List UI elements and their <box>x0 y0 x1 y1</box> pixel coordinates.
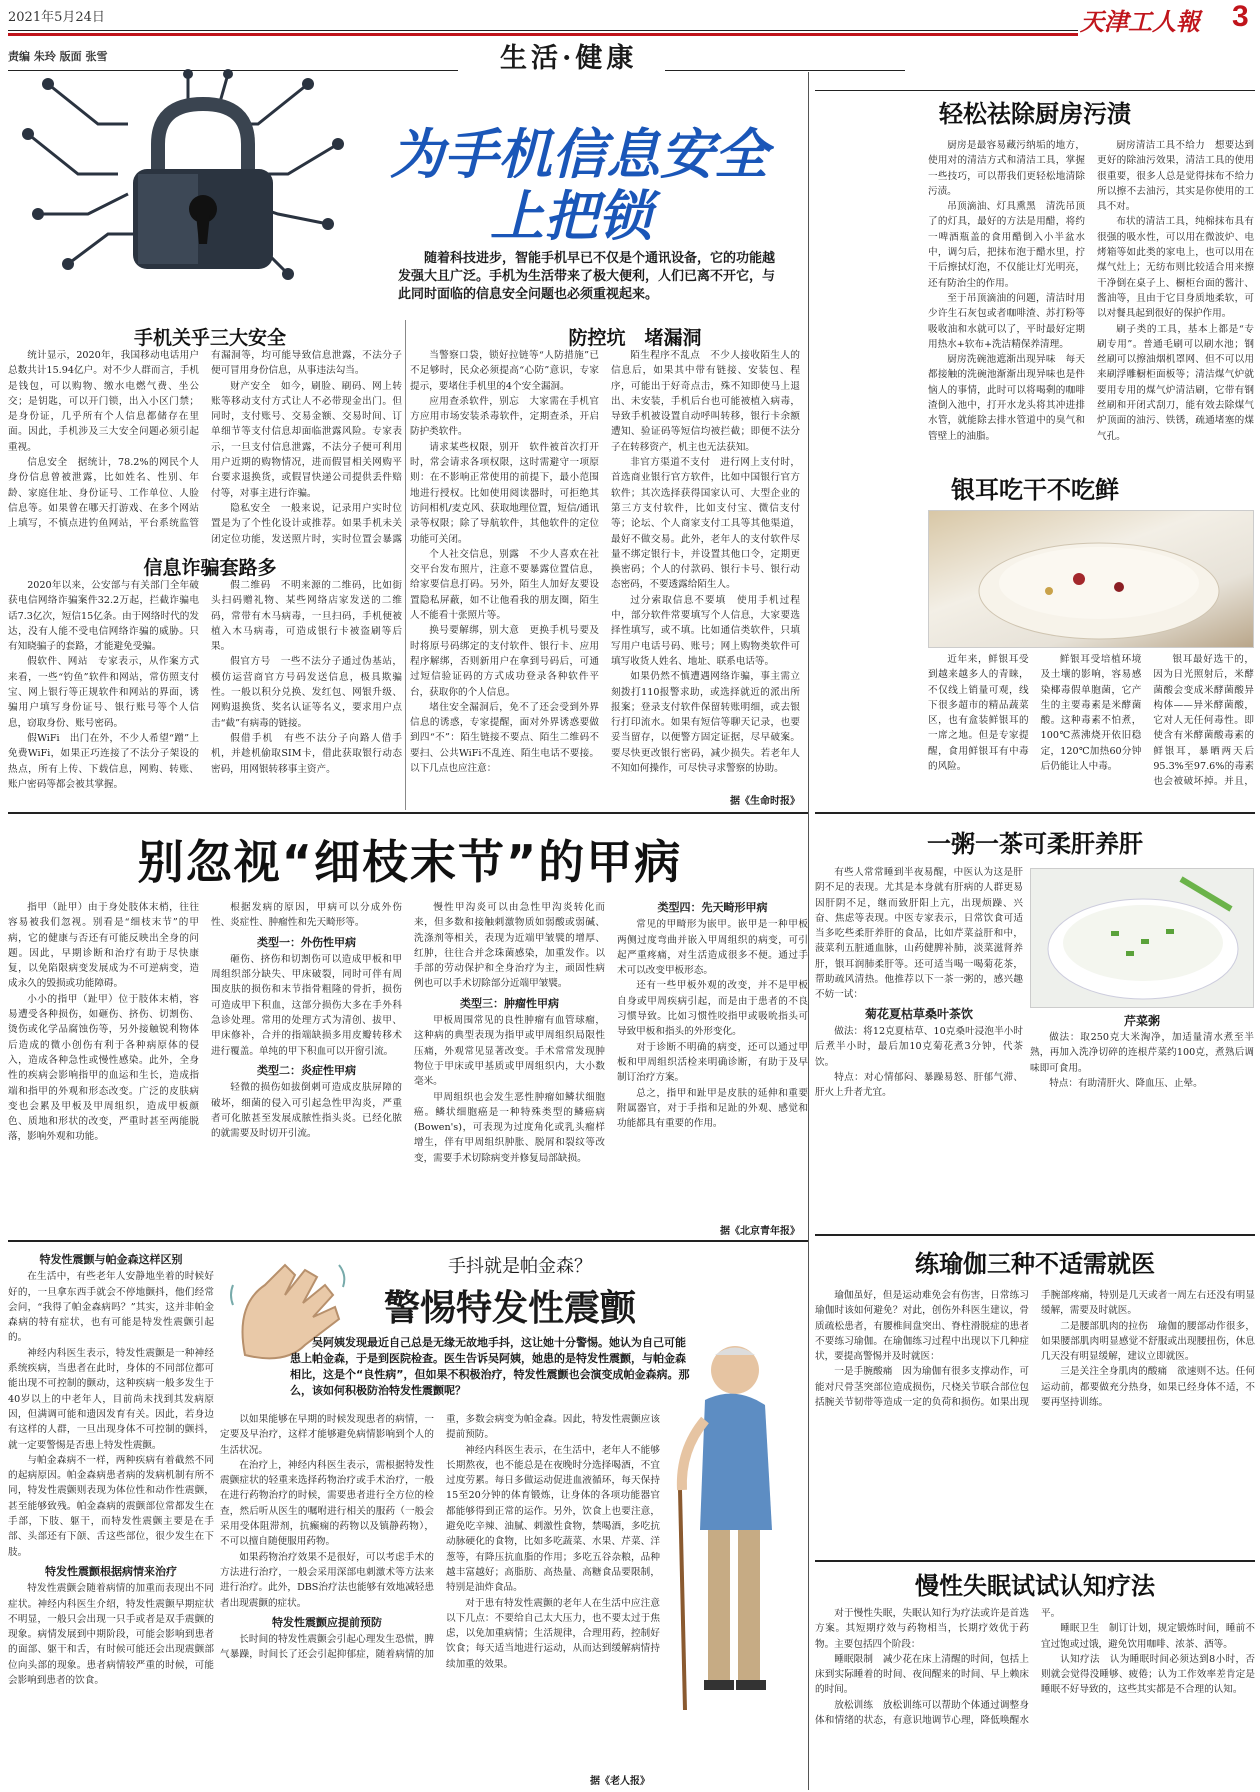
section-rule-right <box>665 70 905 71</box>
nail-source: 据《北京青年报》 <box>720 1226 800 1237</box>
header-date: 2021年5月24日 <box>8 10 105 25</box>
kitchen-rule <box>815 90 1255 91</box>
liver-rule <box>815 812 1255 814</box>
tremella-body: 近年来，鲜银耳受到越来越多人的青睐，不仅线上销量可观，线下很多超市的精品蔬菜区，也有盒装鲜银耳的一席之地。但是专家提醒，食用鲜银耳有中毒的风险。 鲜银耳受培植环境及土壤的影响，容易感染椰毒假单胞菌，它产生的主要毒素是米酵菌酸。这种毒素不怕煮，100℃蒸沸烧开依旧稳定，120℃加热60分钟后仍能让人中毒。 银耳最好选干的，因为日光照射后，米酵菌酸会变成米酵菌酸异构体——异米酵菌酸，它对人无任何毒性。即使含有米酵菌酸毒素的鲜银耳，暴晒两天后95.3%至97.6%的毒素也会被破坏掉。并且， <box>928 654 1254 788</box>
phone-section-b: 2020年以来，公安部与有关部门全年破获电信网络诈骗案件32.2万起，拦截诈骗电话7.3亿次，短信15亿条。由于网络时代的发达，没有人能不受电信网络诈骗的威胁。只有知晓骗子的套路，才能避免受骗。 假软件、网站 专家表示，从作案方式来看，一些“钓鱼”软件和网站，常仿照支付宝、网上银行等正规软件和网站的界面，诱骗用户填写身份证号、银行账号等个人信息，窃取身份、账号密码。 假WiFi 出门在外，不少人希望“蹭”上免费WiFi，如果正巧连接了不法分子架设的热点，所有上传、下载信息，网购、转账、账户密码等都会被其掌握。 假二维码 不明来源的二维码，比如街头扫码赠礼物、某些网络店家发送的二维码，常带有木马病毒，一旦扫码，手机便被植入木马病毒，可造成银行卡被盗刷等后果。 假官方号 一些不法分子通过伪基站，模仿运营商官方号码发送信息，极具欺骗性。一般以积分兑换、发红包、网银升级、网购退换货、奖名认证等名义，要求用户点击“截”有病毒的链接。 假借手机 有些不法分子向路人借手机，并趁机偷取SIM卡，借此获取银行动态密码，用网银转移事主资产。 <box>8 580 402 790</box>
yoga-body: 瑜伽虽好，但是运动难免会有伤害，日常练习瑜伽时该如何避免？对此，创伤外科医生建议，骨质疏松患者，有腰椎间盘突出、脊柱滑脱症的患者不要练习瑜伽。在瑜伽练习过程中出现以下几种症状，要提高警惕并及时就医： 一是手腕酸痛 因为瑜伽有很多支撑动作，可能对尺骨茎突部位造成损伤，尺桡关节联合部位包括腕关节韧带等造成一定的负荷和损伤。如果出现手腕部疼痛，特别是几天或者一周左右还没有明显缓解，需要及时就医。 二是腰部肌肉的拉伤 瑜伽的腰部动作很多，如果腰部肌肉明显感觉不舒服或出现腰扭伤，休息几天没有明显缓解，建议立即就医。 三是关注全身肌肉的酸痛 欲速则不达。任何运动前，都要做充分热身，如果已经身体不适，不要再坚持训练。 <box>815 1290 1255 1409</box>
liver-title: 一粥一茶可柔肝养肝 <box>927 830 1143 858</box>
tremor-kicker: 手抖就是帕金森？ <box>448 1256 592 1277</box>
phone-title-line2: 上把锁 <box>490 185 652 248</box>
column-divider <box>808 72 809 1790</box>
tremor-intro: 吴阿姨发现最近自己总是无缘无故地手抖，这让她十分警惕。她认为自己可能患上帕金森，于是到医院检查。医生告诉吴阿姨，她患的是特发性震颤，与帕金森相比，这是个“良性病”，但如果不积极治疗，特发性震颤也会演变成帕金森病。那么，该如何积极防治特发性震颤呢？ <box>290 1336 690 1397</box>
kitchen-body: 厨房是最容易藏污纳垢的地方，使用对的清洁方式和清洁工具，掌握一些技巧，可以帮我们更轻松地清除污渍。 吊顶滴油、灯具熏黑 清洗吊顶了的灯具，最好的方法是用醋，将约一啤酒瓶盖的食用醋倒入小半盆水中，调匀后，把抹布泡于醋水里，拧干后擦拭灯泡，不仅能让灯光明亮，还有防治尘的作用。 至于吊顶滴油的问题，清洁时用少许生石灰包或者咖啡渣、苏打粉等吸收油和水就可以了，平时最好定期用热水+软布+洗洁精保养清理。 厨房洗碗池遮渐出现异味 每天都接触的洗碗池渐渐出现异味也是件恼人的事情，此时可以将喝剩的咖啡渣倒入池中，打开水龙头将其冲进排水管，就能除去排水管道中的臭气和管壁上的油脂。 厨房清洁工具不给力 想要达到更好的除油污效果，清洁工具的使用很重要，很多人总是觉得抹布不给力所以擦不去油污，其实是你使用的工具不对。 布状的清洁工具，纯棉抹布具有很强的吸水性，可以用在微波炉、电烤箱等如此类的家电上，也可以用在煤气灶上；无纺布则比较适合用来擦干净倒在桌子上、橱柜台面的酱汁、酱油等，且由于它目身质地柔软，可以对餐具起到很好的保护作用。 刷子类的工具，基本上都是“专刷专用”。普通毛刷可以刷水池；钢丝刷可以擦油烟机罩网、但不可以用来刷浮雕橱柜面板等；清洁煤气炉就要用专用的煤气炉清洁刷，它带有钢丝刷和开闭式刮刀，能有效去除煤气炉顶面的油污、铁锈，疏通堵塞的煤气孔。 <box>928 140 1254 442</box>
low-rule <box>8 1240 808 1242</box>
insomnia-title: 慢性失眠试试认知疗法 <box>915 1572 1155 1600</box>
section-title: 生活·健康 <box>500 43 638 74</box>
phone-section-c: 当警察口袋，锁好拉链等“人防措施”已不足够时，民众必须提高“心防”意识，专家提示，要堵住手机里的4个安全漏洞。 应用查杀软件，别忘 大家需在手机官方应用市场安装杀毒软件，定期查杀，开启防护类软件。 请求某些权限，别开 软件被首次打开时，常会请求各项权限，这时需避守一项原则：在不影响正常使用的前提下，最小范围地进行授权。比如使用阅读器时，可拒绝其访问相机/麦克风、获取地理位置，短信/通讯录等权限；除了导航软件，其他软件的定位功能可关闭。 个人社交信息，别露 不少人喜欢在社交平台发布照片，注意不要暴露位置信息，给家要信息打码。另外，陌生人加好友要设置隐私屏蔽，如不让他看我的朋友圈，陌生人不能看十张照片等。 换号要解绑，别大意 更换手机号要及时将原号码绑定的支付软件、银行卡、应用程序解绑，否则新用户在拿到号码后，可通过短信验证码的方式成功登录各种软件平台，获取你的个人信息。 堵住安全漏洞后，免不了还会受到外界信息的诱惑，专家提醒，面对外界诱惑要做到四“不”：陌生链接不要点、陌生二维码不要扫、公共WiFi不乱连、陌生电话不要接。以下几点也应注意： 陌生程序不乱点 不少人接收陌生人的信息后，如果其中带有链接、安装包、程序，可能出于好奇点击，殊不知即使马上退出、未安装，手机后台也可能被植入病毒，导致手机被设置自动呼叫转移，银行卡余额遭知、验证码等短信均被拦截；即便不法分子在转移资产，机主也无法获知。 非官方渠道不支付 进行网上支付时，首选商业银行官方软件，比如中国银行官方软件；其次选择获得国家认可、大型企业的第三方支付软件，比如支付宝、微信支付等；论坛、个人商家支付工具等其他渠道，最好不做交易。此外，老年人的支付软件尽量不绑定银行卡，并设置其他口令，定期更换密码；个人的付款码、银行卡号、银行动态密码，不要透露给陌生人。 过分索取信息不要填 使用手机过程中，部分软件常要填写个人信息，大家要选择性填写，或不填。比如通信类软件，只填写用户电话号码、账号；网上购物类软件可填写收货人姓名、地址、联系电话等。 如果仍然不慎遭遇网络诈骗，事主需立刻拨打110报警求助，或选择就近的派出所报案；登录支付软件保留转账明细，或去银行打印流水。如果有短信等聊天记录，也要妥当留存，以便警方固定证据，尽早破案。要尽快更改银行密码，减少损失。若老年人不知如何操作，可尽快寻求警察的协助。 <box>410 350 800 775</box>
insomnia-body: 对于慢性失眠，失眠认知行为疗法或许是首选方案。其短期疗效与药物相当，长期疗效优于药物。主要包括四个阶段： 睡眠限制 减少花在床上清醒的时间，包括上床到实际睡着的时间、夜间醒来的时间、早上赖床的时间。 放松训练 放松训练可以帮助个体通过调整身体和情绪的状态，有意识地调节心理，降低唤醒水平。 睡眠卫生 制订计划，规定锻炼时间，睡前不宜过饱或过饿，避免饮用咖啡、浓茶、酒等。 认知疗法 认为睡眠时间必须达到8小时，否则就会觉得没睡够、疲倦；认为工作效率差肯定是睡眠不好导致的，这些其实都是不合理的认知。 <box>815 1608 1255 1727</box>
masthead-logo: 天津工人報 <box>1080 7 1200 36</box>
tremor-source: 据《老人报》 <box>590 1776 650 1787</box>
yoga-rule <box>815 1234 1255 1236</box>
phone-intro: 随着科技进步，智能手机早已不仅是个通讯设备，它的功能越发强大且广泛。手机为生活带来了极大便利，人们已离不开它，与此同时面临的信息安全问题也必须重视起来。 <box>398 251 776 302</box>
tremella-soup-photo <box>928 510 1254 648</box>
circuit-lock-illustration <box>8 64 398 292</box>
nail-body: 指甲（趾甲）由于身处肢体末梢，往往容易被我们忽视。别看是“细枝末节”的甲病，它的健康与否还有可能反映出全身的问题。因此，早期诊断和治疗有助于尽快康复，以免陷限病变发展成为不可逆病变，造成永久的毁损或功能障碍。 小小的指甲（趾甲）位于肢体末梢，容易遭受各种损伤，如砸伤、挤伤、切割伤、烫伤或化学品腐蚀伤等，另外接触锐利物体后造成的微小创伤有利于各种病原体的侵入，造成各种急性或慢性感染。此外，全身性的疾病会影响指甲的血运和生长，造成指端和指甲的外观和形态改变。广泛的皮肤病变也会累及甲板及甲周组织，造成甲板颜色、质地和形状的改变，严重时甚至两能脱落，影响外观和功能。 根据发病的原因，甲病可以分成外伤性、炎症性、肿瘤性和先天畸形等。 类型一：外伤性甲病 砸伤、挤伤和切割伤可以造成甲板和甲周组织部分缺失、甲床破裂，同时可伴有周围皮肤的损伤和末节指骨粗隆的骨折，损伤可造成甲下积血，这部分损伤大多在手外科急诊处理。常用的处理方式为清创、拔甲、甲床修补，合并的指端缺损多用皮瓣转移术进行覆盖。单纯的甲下积血可以开窗引流。 类型二：炎症性甲病 轻微的损伤如拔倒刺可造成皮肤屏障的破坏，细菌的侵入可引起急性甲沟炎，严重者可化脓甚至发展成脓性指头炎。已经化脓的就需要及时切开引流。 慢性甲沟炎可以由急性甲沟炎转化而来，但多数和接触刺激物质如弱酸或弱碱、洗涤剂等相关，表现为近端甲皱襞的增厚、红肿，往往合并念珠菌感染，加重发作。以手部的劳动保护和全身治疗为主，顽固性病例也可以手术切除部分近端甲皱襞。 类型三：肿瘤性甲病 甲板周围常见的良性肿瘤有血管球瘤，这种病的典型表现为指甲或甲周组织局限性压痛，外观常见显著改变。手术常常发现肿物位于甲床或甲基质或甲周组织内，大小数毫米。 甲周组织也会发生恶性肿瘤如鳞状细胞癌。鳞状细胞癌是一种特殊类型的鳞癌病(Bowen's)，可表现为过度角化或乳头瘤样增生，伴有甲周组织肿胀、脱屑和裂纹等改变，需要手术切除病变并修复局部缺损。 类型四：先天畸形甲病 常见的甲畸形为嵌甲。嵌甲是一种甲板两侧过度弯曲并嵌入甲周组织的病变，可引起严重疼痛，对生活造成很多不便。通过手术可以改变甲板形态。 还有一些甲板外观的改变，并不是甲板自身或甲周疾病引起，而是由于患者的不良习惯导致。比如习惯性咬指甲或吸吮指头可导致甲板和指头的外形变化。 对于诊断不明确的病变，还可以通过甲板和甲周组织活检来明确诊断，有助于及早制订治疗方案。 总之，指甲和趾甲是皮肤的延伸和重要附属器官，对于手指和足趾的外观、感觉和功能都具有重要的作用。 <box>8 901 808 1164</box>
yoga-title: 练瑜伽三种不适需就医 <box>915 1250 1155 1278</box>
phone-section-a: 统计显示，2020年，我国移动电话用户总数共计15.94亿户。对不少人群而言，手机是钱包，可以购物、缴水电燃气费、坐公交；是钥匙，可以开门锁，出入小区门禁；是身份证，几乎所有个人信息都储存在里面。因此，手机涉及三大安全问题必须引起重视。 信息安全 据统计，78.2%的网民个人身份信息曾被泄露，比如姓名、性别、年龄、家庭住址、身份证号、工作单位、人脸信息等。如果曾在哪天打游戏、在多个网站上填写，不慎点进钓鱼网站，平台系统监管有漏洞等，均可能导致信息泄露，不法分子便可冒用身份信息，从事违法勾当。 财产安全 如今，刷脸、刷码、网上转账等移动支付方式让人不必带现金出门。但同时，支付账号、交易金额、交易时间、订单细节等支付信息却面临泄露风险。专家表示，一旦支付信息泄露，不法分子便可利用用户近期的购物情况，进而假冒相关网购平台要求退换货，或假冒快递公司提供丢件赔付等，对事主进行诈骗。 隐私安全 一般来说，记录用户实时位置是为了个性化设计或推荐。如果手机未关闭定位功能，发送照片时，实时位置会暴露 <box>8 350 402 545</box>
tremor-col1: 特发性震颤与帕金森这样区别 在生活中，有些老年人安静地坐着的时候好好的，一旦拿东西手就会不停地颤抖，他们经常会问，“我得了帕金森病吗？”其实，这并非帕金森病的特有症状，也有可能是特发性震颤引起的。 神经内科医生表示，特发性震颤是一种神经系统疾病，当患者在此时，身体的不同部位都可能出现不可控制的颤动，这种疾病一般多发生于40岁以上的中老年人，目前尚未找到其发病原因，但满调可能和遗因发育有关。因此，若身边有这样的人群，一旦出现身体不可控制的颤抖，就一定要警惕是否患上特发性震颤。 与帕金森病不一样，两种疾病有着截然不同的起病原因。帕金森病患者病的发病机制有所不同，特发性震颤则表现为体位性和动作性震颤，甚至能够致残。帕金森病的震颤部位常都发生在手部，下肢、躯干，而特发性震颤主要是在手部、头部还有下颌、舌这些部位，很少发生在下肢。 特发性震颤根据病情来治疗 特发性震颤会随着病情的加重而表现出不同症状。神经内科医生介绍，特发性震颤早期症状不明显，一般只会出现一只手或者是双手震颤的现象。病情发展到中期阶段，可能会影响到患者的面部、躯干和舌，有时候可能还会出现震颤部位向头部的现象。患者病情较严重的时候，可能会影响到患者的饮食。 <box>8 1253 214 1687</box>
phone-title-line1: 为手机信息安全 <box>390 123 768 186</box>
kitchen-title: 轻松祛除厨房污渍 <box>939 100 1131 128</box>
tremor-title: 警惕特发性震颤 <box>383 1288 636 1329</box>
phone-heading-c: 防控坑 堵漏洞 <box>568 327 702 349</box>
divider <box>405 320 406 810</box>
phone-heading-a: 手机关乎三大安全 <box>133 327 286 349</box>
page-number: 3 <box>1232 0 1249 33</box>
phone-heading-b: 信息诈骗套路多 <box>143 557 277 579</box>
celery-porridge-photo <box>1030 868 1254 1008</box>
tremella-title: 银耳吃干不吃鲜 <box>951 476 1119 504</box>
phone-source: 据《生命时报》 <box>730 796 800 807</box>
mid-rule <box>8 812 808 814</box>
celery-photo-caption: 芹菜粥 <box>1123 1014 1160 1028</box>
editors-line: 责编 朱玲 版面 张雪 <box>8 50 108 63</box>
header-rule-top <box>8 30 1078 31</box>
tremor-cols: 以如果能够在早期的时候发现患者的病情，一定要及早治疗，这样才能够避免病情影响到个人的生活状况。 在治疗上，神经内科医生表示，需根据特发性震颤症状的轻重来选择药物治疗或手术治疗，一般在进行药物治疗的时候，需要患者进行全方位的检查，然后听从医生的嘱咐进行相关的服药（一般会采用受体阻滞剂，抗癫痫的药物以及镇静药物），不可以擅自随便服用药物。 如果药物治疗效果不是很好，可以考虑手术的方法进行治疗，一般会采用深部电刺激术等方法来进行治疗。此外，DBS治疗法也能够有效地减轻患者出现震颤的症状。 特发性震颤应提前预防 长时间的特发性震颤会引起心理发生恐慌，脾气暴躁，时间长了还会引起抑郁症，随着病情的加重，多数会病变为帕金森。因此，特发性震颤应该提前预防。 神经内科医生表示，在生活中，老年人不能够长期熬夜，也不能总是在夜晚时分选择喝酒，不宜过度劳累。每日多做运动促进血液循环，每天保持15至20分钟的体育锻炼，让身体的各项功能器官都能够得到正常的运作。另外，饮食上也要注意，避免吃辛辣、油腻、刺激性食物，禁喝酒，多吃抗动脉硬化的食物，比如多吃蔬菜、水果、芹菜、洋葱等，有降压抗血脂的作用；多吃五谷杂粮，品种越丰富越好；高脂肪、高热量、高糖食品要限制，特别是油炸食品。 对于患有特发性震颤的老年人在生活中应注意以下几点：不要给自己太大压力，也不要太过于焦虑，以免加重病情；生活规律，合理用药，控制好饮食；每天适当地进行运动，从而达到缓解病情持续加重的效果。 <box>220 1414 660 1670</box>
liver-body-right: 做法：取250克大米淘净，加适量清水煮至半熟，再加入洗净切碎的连根芹菜约100克，煮熟后调味即可食用。 特点：有助清肝火、降血压、止晕。 <box>1030 1032 1254 1089</box>
liver-body-left: 有些人常常睡到半夜易醒，中医认为这是肝阴不足的表现。尤其是本身就有肝病的人群更易因肝阴不足，继而致肝阳上亢，出现烦躁、兴奋、焦虑等表现。中医专家表示，日常饮食可适当多吃些柔肝养肝的食品，比如芹菜益肝和中，菠菜利五脏通血脉，山药健脾补肺，淡菜滋肾养肝，银耳润肺柔肝等。还可适当喝一喝菊花茶，帮助疏风清热。他推荐以下一茶一粥的，感兴趣不妨一试： 菊花夏枯草桑叶茶饮 做法：将12克夏枯草、10克桑叶浸泡半小时后煮半小时，最后加10克菊花煮3分钟，代茶饮。 特点：对心情郁闷、暴躁易怒、肝郁气滞、肝火上升者尤宜。 <box>815 867 1023 1099</box>
insomnia-rule <box>815 1560 1255 1562</box>
nail-title: 别忽视“细枝末节”的甲病 <box>137 835 683 889</box>
elderly-man-illustration <box>660 1330 805 1730</box>
